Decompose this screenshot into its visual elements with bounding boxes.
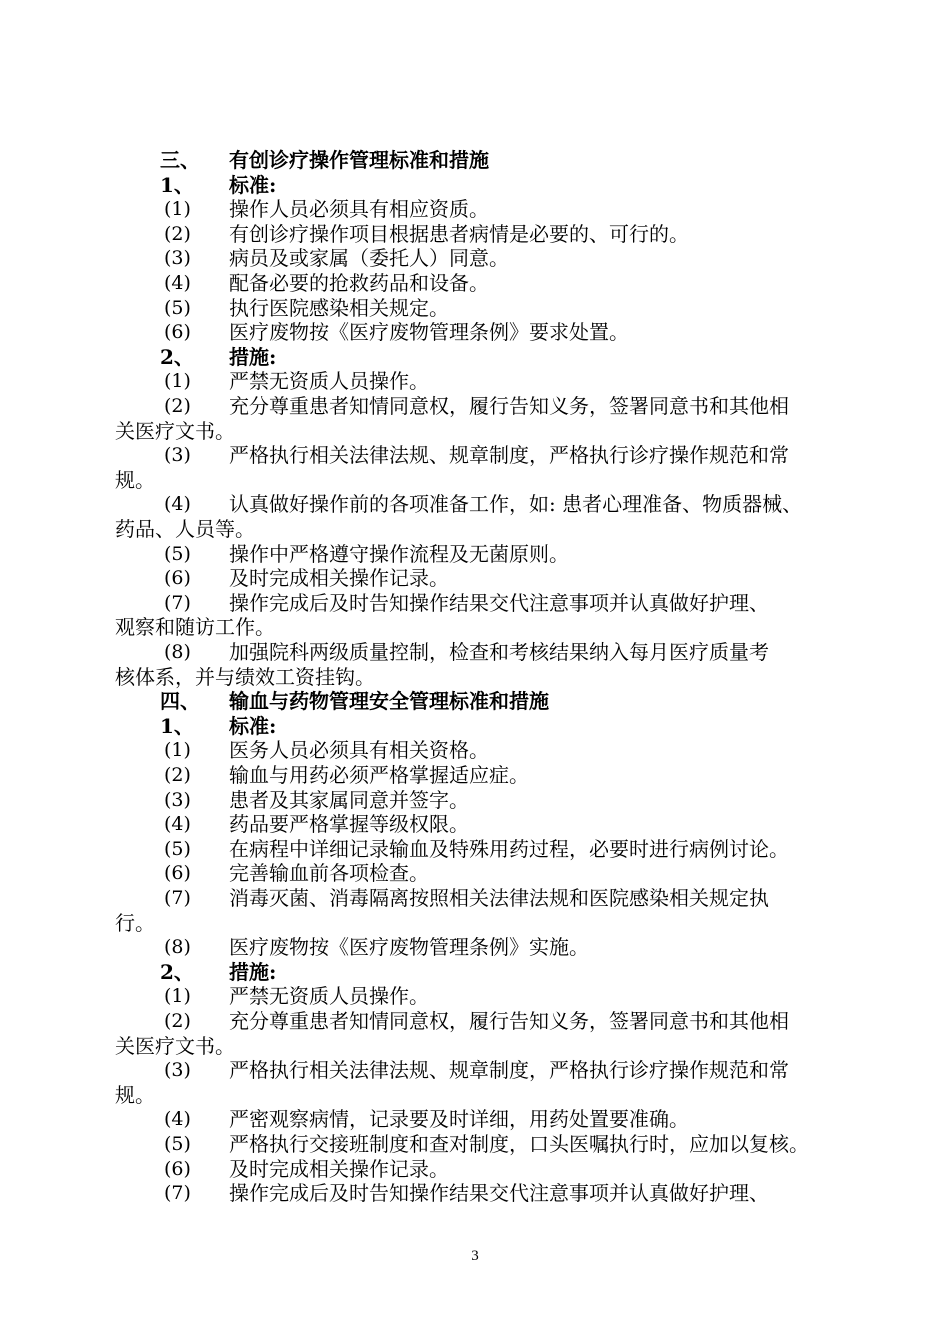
item-number: 2、	[160, 344, 194, 369]
paragraph-continuation-line	[0, 516, 950, 542]
item-number: (3)	[164, 247, 191, 270]
item-text: 有创诊疗操作管理标准和措施	[229, 148, 489, 172]
item-number: (5)	[164, 1133, 191, 1155]
item-number: (4)	[164, 1108, 191, 1131]
item-text: 在病程中详细记录输血及特殊用药过程，必要时进行病例讨论。	[229, 836, 789, 861]
item-number: (3)	[164, 444, 191, 467]
item-text: 充分尊重患者知情同意权，履行告知义务，签署同意书和其他相	[229, 394, 789, 418]
item-number: (2)	[164, 764, 191, 786]
item-text: 标准:	[229, 713, 277, 738]
list-item	[0, 1057, 950, 1083]
item-text: 患者及其家属同意并签字。	[229, 787, 469, 812]
list-item	[0, 787, 950, 813]
list-item	[0, 885, 950, 911]
line-text: 关医疗文书。	[115, 1033, 235, 1058]
item-number: (7)	[164, 1182, 191, 1205]
line-text: 行。	[115, 910, 155, 935]
list-item	[0, 811, 950, 837]
item-number: (8)	[164, 936, 191, 959]
item-number: (1)	[164, 985, 191, 1008]
list-item	[0, 836, 950, 862]
item-text: 医务人员必须具有相关资格。	[229, 738, 489, 763]
line-text: 观察和随访工作。	[115, 615, 275, 640]
item-number: 2、	[160, 959, 194, 984]
item-number: (6)	[164, 1157, 191, 1180]
list-item	[0, 1008, 950, 1034]
item-text: 严禁无资质人员操作。	[229, 369, 429, 394]
list-item	[0, 737, 950, 763]
list-item	[0, 1156, 950, 1182]
item-text: 操作完成后及时告知操作结果交代注意事项并认真做好护理、	[229, 590, 769, 615]
subsection-heading	[0, 344, 950, 370]
item-text: 严格执行交接班制度和查对制度，口头医嘱执行时，应加以复核。	[229, 1132, 809, 1156]
item-number: (5)	[164, 837, 191, 860]
item-text: 药品要严格掌握等级权限。	[229, 812, 469, 837]
item-number: (4)	[164, 493, 191, 516]
item-number: (7)	[164, 591, 191, 614]
subsection-heading	[0, 959, 950, 985]
list-item	[0, 639, 950, 665]
list-item	[0, 565, 950, 591]
list-item	[0, 1180, 950, 1206]
list-item	[0, 590, 950, 616]
paragraph-continuation-line	[0, 614, 950, 640]
item-text: 输血与药物管理安全管理标准和措施	[229, 689, 549, 714]
item-text: 配备必要的抢救药品和设备。	[229, 271, 489, 295]
subsection-heading	[0, 713, 950, 739]
list-item	[0, 541, 950, 567]
item-number: 四、	[160, 689, 200, 714]
paragraph-continuation-line	[0, 910, 950, 936]
item-number: (6)	[164, 321, 191, 344]
list-item	[0, 934, 950, 960]
list-item	[0, 860, 950, 886]
list-item	[0, 245, 950, 271]
item-number: (1)	[164, 370, 191, 393]
item-text: 充分尊重患者知情同意权，履行告知义务，签署同意书和其他相	[229, 1009, 789, 1033]
item-text: 标准:	[229, 172, 277, 197]
page-number: 3	[471, 1248, 479, 1264]
item-number: (2)	[164, 1010, 191, 1032]
list-item	[0, 762, 950, 788]
item-text: 医疗废物按《医疗废物管理条例》实施。	[229, 935, 589, 960]
paragraph-continuation-line	[0, 664, 950, 690]
item-text: 病员及或家属（委托人）同意。	[229, 246, 509, 271]
list-item	[0, 270, 950, 296]
list-item	[0, 1131, 950, 1157]
item-text: 及时完成相关操作记录。	[229, 566, 449, 591]
item-text: 严密观察病情，记录要及时详细，用药处置要准确。	[229, 1107, 689, 1132]
item-number: (5)	[164, 296, 191, 319]
paragraph-continuation-line	[0, 1033, 950, 1059]
item-number: (4)	[164, 272, 191, 294]
item-text: 措施:	[229, 344, 277, 369]
section-heading	[0, 688, 950, 714]
line-text: 规。	[115, 467, 155, 492]
item-text: 严格执行相关法律法规、规章制度，严格执行诊疗操作规范和常	[229, 1058, 789, 1083]
paragraph-continuation-line	[0, 418, 950, 444]
item-text: 输血与用药必须严格掌握适应症。	[229, 763, 529, 787]
line-text: 规。	[115, 1082, 155, 1107]
list-item	[0, 393, 950, 419]
paragraph-continuation-line	[0, 467, 950, 493]
list-item	[0, 196, 950, 222]
paragraph-continuation-line	[0, 1082, 950, 1108]
item-number: (2)	[164, 395, 191, 417]
list-item	[0, 491, 950, 517]
item-text: 医疗废物按《医疗废物管理条例》要求处置。	[229, 320, 629, 345]
item-text: 有创诊疗操作项目根据患者病情是必要的、可行的。	[229, 221, 689, 246]
item-number: (4)	[164, 813, 191, 836]
item-number: (1)	[164, 739, 191, 762]
item-text: 及时完成相关操作记录。	[229, 1156, 449, 1181]
item-number: 1、	[160, 713, 194, 738]
list-item	[0, 295, 950, 321]
line-text: 关医疗文书。	[115, 418, 235, 443]
item-text: 执行医院感染相关规定。	[229, 295, 449, 320]
list-item	[0, 221, 950, 247]
item-number: 三、	[160, 148, 200, 172]
item-number: (7)	[164, 887, 191, 909]
item-number: 1、	[160, 172, 194, 197]
line-text: 核体系，并与绩效工资挂钩。	[115, 664, 375, 689]
list-item	[0, 983, 950, 1009]
item-text: 操作人员必须具有相应资质。	[229, 197, 489, 222]
item-text: 操作完成后及时告知操作结果交代注意事项并认真做好护理、	[229, 1181, 769, 1206]
item-text: 消毒灭菌、消毒隔离按照相关法律法规和医院感染相关规定执	[229, 886, 769, 910]
item-text: 严禁无资质人员操作。	[229, 984, 429, 1009]
section-heading	[0, 147, 950, 173]
list-item	[0, 442, 950, 468]
item-text: 措施:	[229, 959, 277, 984]
item-number: (1)	[164, 198, 191, 221]
item-number: (3)	[164, 788, 191, 811]
item-number: (6)	[164, 567, 191, 590]
item-number: (6)	[164, 862, 191, 885]
line-text: 药品、人员等。	[115, 517, 255, 541]
item-number: (5)	[164, 542, 191, 565]
list-item	[0, 319, 950, 345]
subsection-heading	[0, 172, 950, 198]
list-item	[0, 368, 950, 394]
item-number: (2)	[164, 222, 191, 245]
item-text: 加强院科两级质量控制，检查和考核结果纳入每月医疗质量考	[229, 640, 769, 664]
item-text: 完善输血前各项检查。	[229, 861, 429, 886]
item-text: 认真做好操作前的各项准备工作，如: 患者心理准备、物质器械、	[229, 492, 803, 517]
item-text: 严格执行相关法律法规、规章制度，严格执行诊疗操作规范和常	[229, 443, 789, 468]
item-number: (3)	[164, 1059, 191, 1082]
item-number: (8)	[164, 641, 191, 663]
list-item	[0, 1106, 950, 1132]
item-text: 操作中严格遵守操作流程及无菌原则。	[229, 541, 569, 566]
